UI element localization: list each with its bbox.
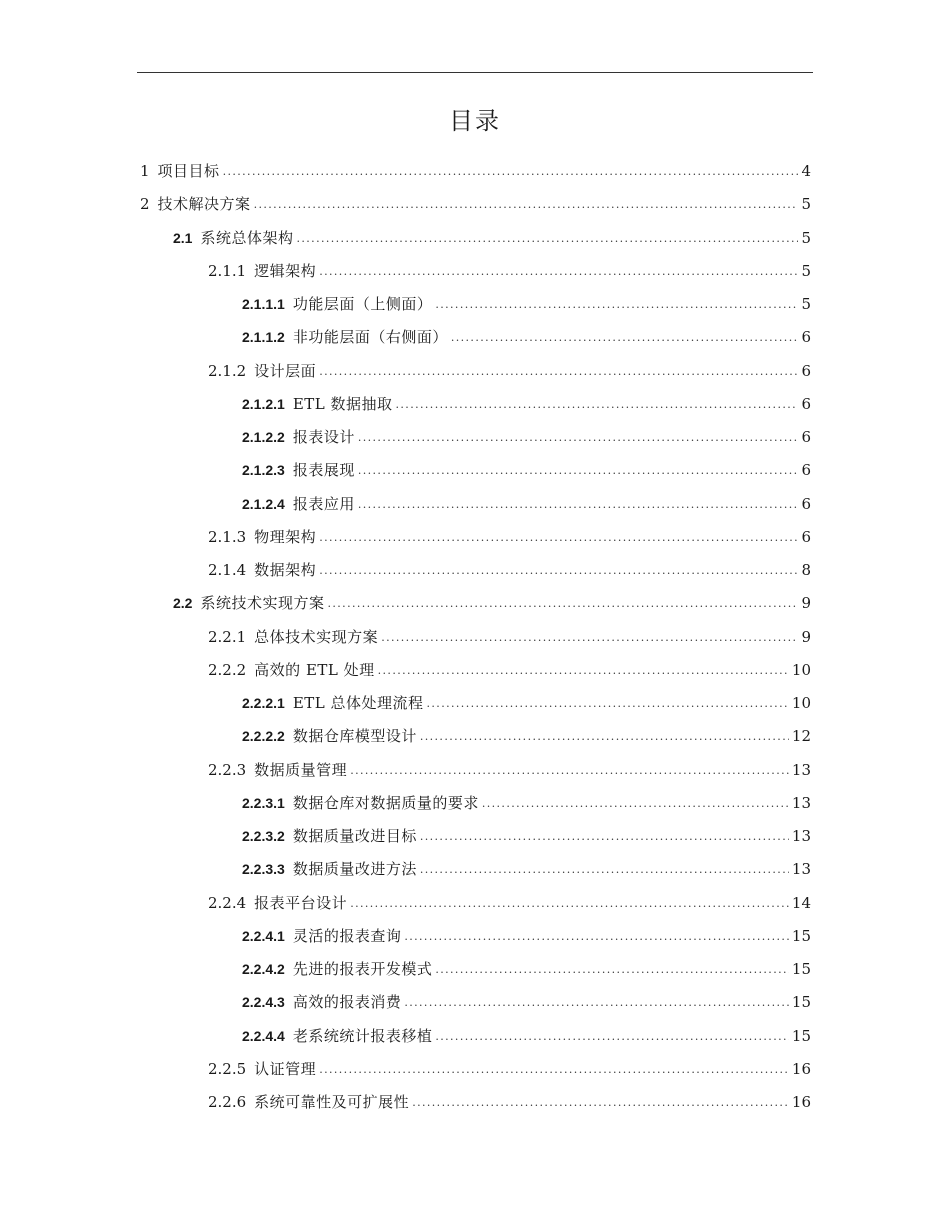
toc-page-number: 5 (801, 195, 811, 214)
toc-entry-title: ETL 总体处理流程 (292, 694, 424, 712)
toc-entry-label (208, 1086, 409, 1119)
toc-entry-title: 项目目标 (157, 162, 220, 180)
toc-entry-title: 总体技术实现方案 (254, 627, 379, 646)
toc-entry-number: 2.2.4.1 (242, 927, 285, 944)
toc-page-number: 13 (791, 760, 811, 779)
toc-entry-title: 数据架构 (254, 561, 317, 579)
toc-entry-number: 2.2.4.2 (242, 961, 285, 977)
toc-entry-number: 2.1.1.1 (242, 296, 285, 312)
toc-entry-title: 物理架构 (254, 527, 317, 546)
toc-entry-title: 高效的 ETL 处理 (254, 660, 375, 679)
toc-entry-label (208, 887, 347, 920)
toc-page-number: 9 (801, 627, 811, 646)
toc-entry-title: 系统技术实现方案 (200, 594, 325, 613)
toc-entry-title: ETL 数据抽取 (292, 394, 393, 413)
toc-dot-leader (412, 1086, 789, 1119)
toc-dot-leader (358, 454, 798, 487)
toc-entry-number: 2.1.2.4 (242, 495, 285, 512)
toc-entry-number: 2.2.3.3 (242, 861, 285, 878)
toc-entry[interactable] (242, 787, 811, 820)
toc-entry[interactable] (173, 222, 811, 255)
toc-dot-leader (358, 488, 798, 521)
toc-entry-label (208, 1053, 316, 1086)
toc-entry[interactable] (242, 388, 811, 421)
toc-entry-title: 设计层面 (254, 361, 317, 380)
toc-entry-title: 数据质量改进目标 (292, 827, 417, 845)
toc-dot-leader (435, 1020, 789, 1053)
toc-page-number: 6 (801, 394, 811, 413)
toc-dot-leader (350, 887, 789, 920)
toc-dot-leader (296, 222, 798, 255)
toc-entry-label (242, 920, 401, 953)
toc-page-number: 5 (801, 261, 811, 280)
toc-page-number: 16 (791, 1093, 811, 1111)
toc-entry[interactable] (140, 155, 811, 188)
toc-page-number: 6 (801, 494, 811, 513)
toc-entry-number: 2.2.2.1 (242, 695, 285, 711)
toc-entry-label (242, 986, 401, 1019)
toc-page-number: 13 (791, 793, 811, 812)
toc-entry-number: 1 (140, 162, 150, 180)
toc-entry-number: 2.1.1 (208, 261, 247, 280)
toc-entry[interactable] (242, 454, 811, 487)
toc-entry[interactable] (208, 1053, 811, 1086)
toc-entry-title: 系统总体架构 (200, 228, 294, 247)
toc-entry[interactable] (208, 654, 811, 687)
toc-entry-label (173, 587, 324, 620)
toc-entry-number: 2.1.3 (208, 527, 247, 546)
toc-page-number: 6 (801, 428, 811, 446)
toc-entry-label (242, 953, 432, 986)
toc-dot-leader (319, 521, 798, 554)
toc-page-number: 6 (801, 461, 811, 480)
toc-entry-label (208, 355, 316, 388)
toc-entry-label (242, 853, 417, 886)
toc-entry-number: 2.2.6 (208, 1093, 247, 1111)
toc-dot-leader (451, 321, 798, 354)
toc-dot-leader (420, 820, 789, 853)
toc-entry-number: 2.2.3 (208, 760, 247, 779)
toc-entry-label (242, 787, 479, 820)
toc-entry-title: 灵活的报表查询 (292, 926, 402, 945)
toc-entry-title: 逻辑架构 (254, 261, 317, 280)
toc-entry[interactable] (208, 521, 811, 554)
toc-dot-leader (254, 188, 798, 221)
toc-dot-leader (435, 953, 789, 986)
toc-page-number: 10 (791, 660, 811, 679)
toc-entry-number: 2.2.3.1 (242, 794, 285, 811)
toc-page-number: 15 (791, 926, 811, 945)
toc-page-number: 5 (801, 295, 811, 313)
toc-entry-label (208, 621, 378, 654)
toc-entry-title: 报表平台设计 (254, 893, 348, 912)
toc-entry-label (242, 687, 424, 720)
toc-entry-label (173, 222, 293, 255)
toc-entry-number: 2.2.4 (208, 893, 247, 912)
toc-entry-number: 2.2.2 (208, 660, 247, 679)
toc-entry-title: 先进的报表开发模式 (292, 960, 433, 978)
toc-entry[interactable] (242, 488, 811, 521)
toc-page-number: 6 (801, 361, 811, 380)
toc-page-number: 4 (801, 162, 811, 180)
toc-entry[interactable] (242, 820, 811, 853)
toc-dot-leader (482, 787, 789, 820)
toc-page-number: 6 (801, 328, 811, 347)
toc-entry-label (242, 321, 448, 354)
toc-entry-label (242, 454, 355, 487)
toc-dot-leader (427, 687, 789, 720)
toc-dot-leader (404, 986, 789, 1019)
toc-entry[interactable] (242, 1020, 811, 1053)
toc-entry-number: 2.1.2.3 (242, 462, 285, 479)
toc-dot-leader (378, 654, 789, 687)
toc-page-number: 10 (791, 694, 811, 712)
toc-entry[interactable] (242, 321, 811, 354)
toc-entry-title: 高效的报表消费 (292, 993, 402, 1012)
page-title: 目录 (449, 107, 501, 135)
toc-entry[interactable] (242, 687, 811, 720)
toc-entry[interactable] (208, 355, 811, 388)
toc-entry-label (242, 720, 417, 753)
toc-page-number: 12 (791, 727, 811, 746)
toc-dot-leader (420, 853, 789, 886)
toc-entry-number: 2.1.2.2 (242, 429, 285, 445)
toc-entry-number: 2.2.2.2 (242, 728, 285, 745)
toc-page-number: 13 (791, 860, 811, 879)
toc-entry[interactable] (208, 754, 811, 787)
toc-entry-title: 系统可靠性及可扩展性 (254, 1093, 410, 1111)
toc-page-number: 14 (791, 893, 811, 912)
toc-entry[interactable] (242, 920, 811, 953)
toc-entry[interactable] (242, 288, 811, 321)
toc-page-number: 15 (791, 993, 811, 1012)
toc-entry-title: 非功能层面（右侧面） (292, 328, 448, 347)
toc-entry-number: 2.2.5 (208, 1059, 247, 1078)
toc-entry-number: 2.2.4.4 (242, 1027, 285, 1044)
toc-dot-leader (358, 421, 798, 454)
toc-entry-title: 报表展现 (292, 461, 355, 480)
toc-entry-title: 报表应用 (292, 494, 355, 513)
toc-entry-title: 数据质量管理 (254, 760, 348, 779)
toc-entry-title: 数据仓库对数据质量的要求 (292, 793, 479, 812)
toc-dot-leader (435, 288, 798, 321)
header-rule (137, 72, 813, 73)
toc-dot-leader (381, 621, 798, 654)
toc-entry-label (242, 1020, 432, 1053)
toc-dot-leader (404, 920, 789, 953)
toc-page-number: 15 (791, 1026, 811, 1045)
toc-entry-label (242, 288, 432, 321)
toc-dot-leader (223, 155, 798, 188)
toc-entry-label (208, 754, 347, 787)
toc-dot-leader (319, 255, 798, 288)
toc-entry-number: 2.1 (173, 229, 193, 246)
toc-entry-title: 数据仓库模型设计 (292, 727, 417, 746)
toc-dot-leader (350, 754, 789, 787)
toc-entry-number: 2.1.2 (208, 361, 247, 380)
toc-entry-label (208, 654, 375, 687)
toc-entry-label (208, 554, 316, 587)
toc-dot-leader (319, 1053, 789, 1086)
toc-entry-title: 功能层面（上侧面） (292, 295, 433, 313)
toc-entry-title: 认证管理 (254, 1059, 317, 1078)
toc-entry[interactable] (140, 188, 811, 221)
toc-page-number: 16 (791, 1059, 811, 1078)
toc-page-number: 13 (791, 827, 811, 845)
toc-entry-number: 2 (140, 195, 150, 214)
toc-entry-number: 2.2 (173, 595, 193, 612)
toc-entry-label (208, 255, 316, 288)
toc-entry[interactable] (173, 587, 811, 620)
toc-dot-leader (420, 720, 789, 753)
toc-page-number: 8 (801, 561, 811, 579)
toc-entry[interactable] (242, 986, 811, 1019)
toc-entry[interactable] (208, 1086, 811, 1119)
toc-dot-leader (319, 355, 798, 388)
toc-page-number: 15 (791, 960, 811, 978)
toc-entry-label (242, 421, 355, 454)
toc-entry-label (242, 488, 355, 521)
toc-entry[interactable] (208, 554, 811, 587)
toc-entry-title: 报表设计 (292, 428, 355, 446)
toc-entry-number: 2.1.4 (208, 561, 247, 579)
toc-entry-title: 数据质量改进方法 (292, 860, 417, 879)
toc-entry-number: 2.1.2.1 (242, 395, 285, 412)
toc-entry-number: 2.2.3.2 (242, 828, 285, 844)
toc-page-number: 9 (801, 594, 811, 613)
toc-entry-number: 2.2.4.3 (242, 994, 285, 1011)
toc-dot-leader (327, 587, 798, 620)
toc-entry-number: 2.1.1.2 (242, 329, 285, 346)
toc-entry[interactable] (208, 621, 811, 654)
toc-entry[interactable] (242, 953, 811, 986)
toc-entry-label (140, 155, 220, 188)
toc-entry-title: 老系统统计报表移植 (292, 1026, 433, 1045)
toc-page-number: 6 (801, 527, 811, 546)
toc-entry[interactable] (242, 720, 811, 753)
toc-entry[interactable] (242, 853, 811, 886)
toc-entry-label (242, 388, 393, 421)
toc-entry-number: 2.2.1 (208, 627, 247, 646)
toc-entry-label (242, 820, 417, 853)
toc-dot-leader (319, 554, 798, 587)
toc-entry-title: 技术解决方案 (157, 195, 251, 214)
toc-dot-leader (396, 388, 798, 421)
toc-entry[interactable] (242, 421, 811, 454)
toc-page-number: 5 (801, 228, 811, 247)
toc-entry-label (208, 521, 316, 554)
toc-entry[interactable] (208, 887, 811, 920)
toc-entry-label (140, 188, 251, 221)
toc-entry[interactable] (208, 255, 811, 288)
